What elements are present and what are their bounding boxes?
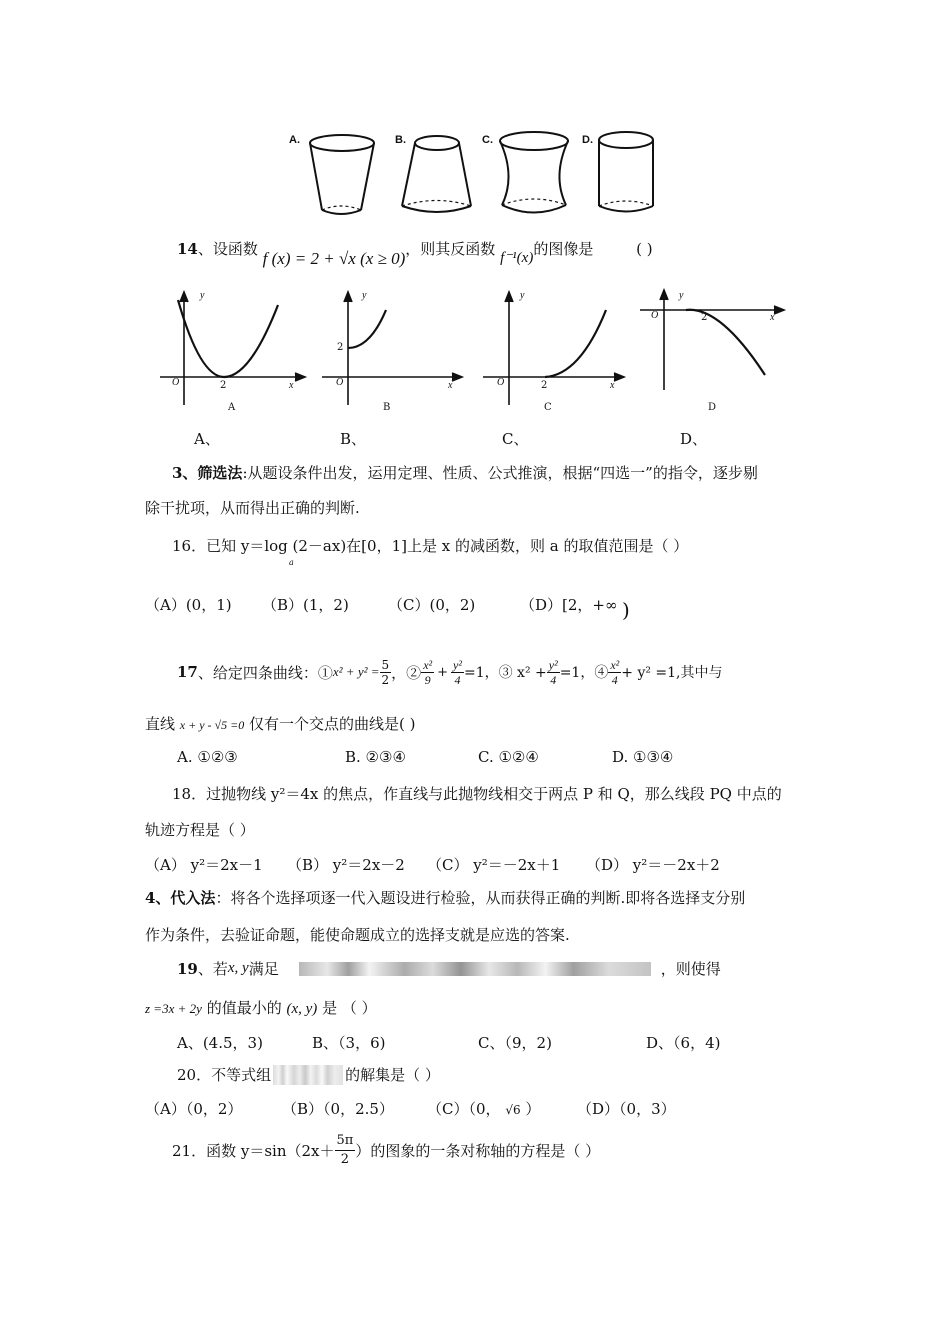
graph-a-origin: O — [172, 377, 180, 388]
graph-c-caption: C — [544, 402, 552, 413]
method-3-title: 3、筛选法 — [172, 464, 243, 482]
q18-option-b[interactable]: （B） y²＝2x－2 — [287, 856, 405, 874]
curve-2-frac2: $\frac{\text{y²}}{4}$ — [453, 657, 462, 687]
option-b[interactable]: B、 — [340, 430, 367, 448]
method-3-line1 — [172, 462, 758, 483]
q17-option-b[interactable]: B. ②③④ — [345, 748, 406, 766]
question-19-point: (x, y) — [286, 1001, 318, 1017]
question-14-text3: 的图像是 — [533, 240, 594, 258]
graph-c-origin: O — [497, 377, 505, 388]
method-3-line2: 除干扰项，从而得出正确的判断. — [145, 499, 360, 517]
q19-option-a[interactable]: A、(4.5，3) — [177, 1034, 263, 1052]
question-20-text: 20．不等式组 — [177, 1066, 272, 1084]
option-d[interactable]: D、 — [680, 430, 708, 448]
constraint-system-image — [299, 962, 651, 976]
curve-1-frac: $\frac{5}{2}$ — [381, 657, 390, 687]
q17-option-d[interactable]: D. ①③④ — [612, 748, 674, 766]
question-14-text2: ，则其反函数 — [405, 240, 496, 258]
q20-option-c[interactable] — [427, 1098, 540, 1119]
curve-4-frac: $\frac{\text{x²}}{4}$ — [610, 657, 620, 687]
question-16: 16．已知 y＝log (2－ax)在[0，1]上是 x 的减函数，则 a 的取值范围是（ ） — [172, 537, 689, 555]
question-19-text3: ，则使得 — [660, 960, 721, 978]
q16-option-c[interactable]: （C）(0，2) — [388, 596, 476, 614]
question-19-number: 19 — [177, 959, 198, 978]
q19-option-c[interactable]: C、（9，2) — [478, 1034, 552, 1052]
graph-c-x: x — [610, 380, 615, 391]
question-17-number: 17 — [177, 663, 198, 681]
question-19-line2 — [145, 997, 377, 1018]
question-19-text4: 的值最小的 — [206, 999, 282, 1017]
cup-label-b: B. — [395, 134, 406, 146]
q16-option-b[interactable]: （B）(1，2) — [262, 596, 349, 614]
option-a[interactable]: A、 — [194, 430, 220, 448]
q17-option-a[interactable]: A. ①②③ — [177, 748, 238, 766]
q16-option-d-close: ) — [622, 598, 630, 622]
curve-3-frac: $\frac{\text{y²}}{4}$ — [548, 657, 558, 687]
question-19-text2: 满足 — [248, 960, 279, 978]
graph-d-y: y — [679, 290, 684, 301]
question-21-text: 21．函数 y＝sin（2x＋ — [172, 1142, 335, 1160]
graph-d-origin: O — [651, 310, 659, 321]
question-21-text2: ）的图象的一条对称轴的方程是（ ） — [355, 1142, 601, 1160]
q20-option-b[interactable]: （B）（0，2.5） — [282, 1100, 394, 1118]
method-4-text: ：将各个选择项逐一代入题设进行检验，从而获得正确的判断.即将各选择支分别 — [215, 889, 746, 907]
q18-option-a[interactable]: （A） y²＝2x－1 — [145, 856, 263, 874]
graph-a-x: x — [289, 380, 294, 391]
q19-option-b[interactable]: B、（3，6) — [312, 1034, 386, 1052]
curve-3-prefix: =1，③ x² + — [463, 665, 547, 681]
method-4-line1 — [145, 887, 745, 908]
method-4-title: 4、代入法 — [145, 889, 216, 907]
graph-c-y: y — [520, 290, 525, 301]
graph-b-caption: B — [383, 402, 391, 413]
question-21 — [172, 1132, 600, 1169]
method-3-text: :从题设条件出发，运用定理、性质、公式推演，根据“四选一”的指令，逐步剔 — [242, 464, 758, 482]
question-19-text: 、若 — [197, 960, 228, 978]
graph-b-y: y — [362, 290, 367, 301]
q20-option-d[interactable]: （D）（0，3） — [577, 1100, 676, 1118]
option-c[interactable]: C、 — [502, 430, 529, 448]
log-base: a — [289, 558, 294, 567]
cup-label-d: D. — [582, 134, 593, 146]
graph-d — [640, 290, 784, 390]
question-18-line2: 轨迹方程是（ ） — [145, 821, 255, 839]
q20-option-c-text: （C）（0， — [427, 1100, 501, 1118]
cup-label-a: A. — [289, 134, 300, 146]
q16-option-d[interactable]: （D）[2，+∞ — [520, 596, 618, 614]
graph-b-two: 2 — [337, 342, 344, 353]
question-20-text2: 的解集是（ ） — [345, 1066, 440, 1084]
q17-option-c[interactable]: C. ①②④ — [478, 748, 539, 766]
graph-d-caption: D — [708, 402, 717, 413]
graph-a-caption: A — [228, 402, 236, 413]
objective-function: z =3x + 2y — [145, 1001, 202, 1016]
question-17-line1 — [177, 650, 723, 694]
question-14-text: 、设函数 — [197, 240, 258, 258]
graph-d-x: x — [770, 312, 775, 323]
cup-d — [599, 132, 653, 212]
cup-c — [500, 132, 568, 213]
q16-option-a[interactable]: （A）(0，1) — [145, 596, 232, 614]
curve-2-prefix: ，② — [391, 663, 422, 682]
question-20 — [177, 1064, 440, 1085]
question-19-vars: x, y — [227, 960, 249, 976]
curve-2-frac1: $\frac{\text{x²}}{9}$ — [423, 657, 433, 687]
curve-4-suffix: + y² =1,其中与 — [621, 665, 723, 681]
graph-d-two: 2 — [701, 312, 708, 323]
question-17-tail: 仅有一个交点的曲线是( ) — [249, 715, 416, 733]
answer-blank: ( ) — [636, 240, 653, 258]
cup-drawings — [0, 0, 950, 240]
line-label: 直线 — [145, 715, 176, 733]
question-19-blank: 是 （ ） — [322, 999, 377, 1017]
q20-option-c-close: ） — [525, 1100, 541, 1118]
q18-option-d[interactable]: （D） y²＝－2x＋2 — [586, 856, 720, 874]
question-14-number: 14 — [177, 240, 198, 258]
inequality-system-image — [273, 1065, 343, 1085]
graph-options — [0, 280, 950, 430]
graph-b-origin: O — [336, 377, 344, 388]
question-19-line1 — [177, 958, 721, 979]
q19-option-d[interactable]: D、（6，4) — [646, 1034, 721, 1052]
cup-label-c: C. — [482, 134, 493, 146]
line-equation: x + y - √5 =0 — [179, 718, 245, 732]
question-14 — [177, 238, 653, 268]
graph-a-two: 2 — [220, 380, 227, 391]
curve-1: x² + y² = — [332, 664, 380, 679]
graph-a — [160, 292, 305, 405]
graph-c — [483, 292, 624, 405]
q20-option-a[interactable]: （A）（0，2） — [145, 1100, 243, 1118]
graph-c-two: 2 — [541, 380, 548, 391]
method-4-line2: 作为条件，去验证命题，能使命题成立的选择支就是应选的答案. — [145, 926, 570, 944]
graph-b-x: x — [448, 380, 453, 391]
curve-4-prefix: =1，④ — [559, 665, 609, 681]
question-18-line1: 18．过抛物线 y²＝4x 的焦点，作直线与此抛物线相交于两点 P 和 Q，那么线段 PQ 中点的 — [172, 785, 782, 803]
question-17-text: 、给定四条曲线：① — [197, 663, 333, 682]
question-21-frac: $\frac{5\pi}{2}$ — [336, 1133, 354, 1167]
question-17-line2 — [145, 713, 416, 734]
q18-option-c[interactable]: （C） y²＝－2x＋1 — [427, 856, 561, 874]
sqrt-six: √6 — [505, 1103, 521, 1117]
cup-a — [310, 135, 374, 214]
curve-2-plus: + — [437, 664, 449, 680]
inverse-function: f⁻¹(x) — [500, 250, 534, 266]
graph-a-y: y — [200, 290, 205, 301]
function-expression: f (x) = 2 + √x (x ≥ 0) — [262, 249, 406, 268]
cup-b — [402, 136, 471, 212]
